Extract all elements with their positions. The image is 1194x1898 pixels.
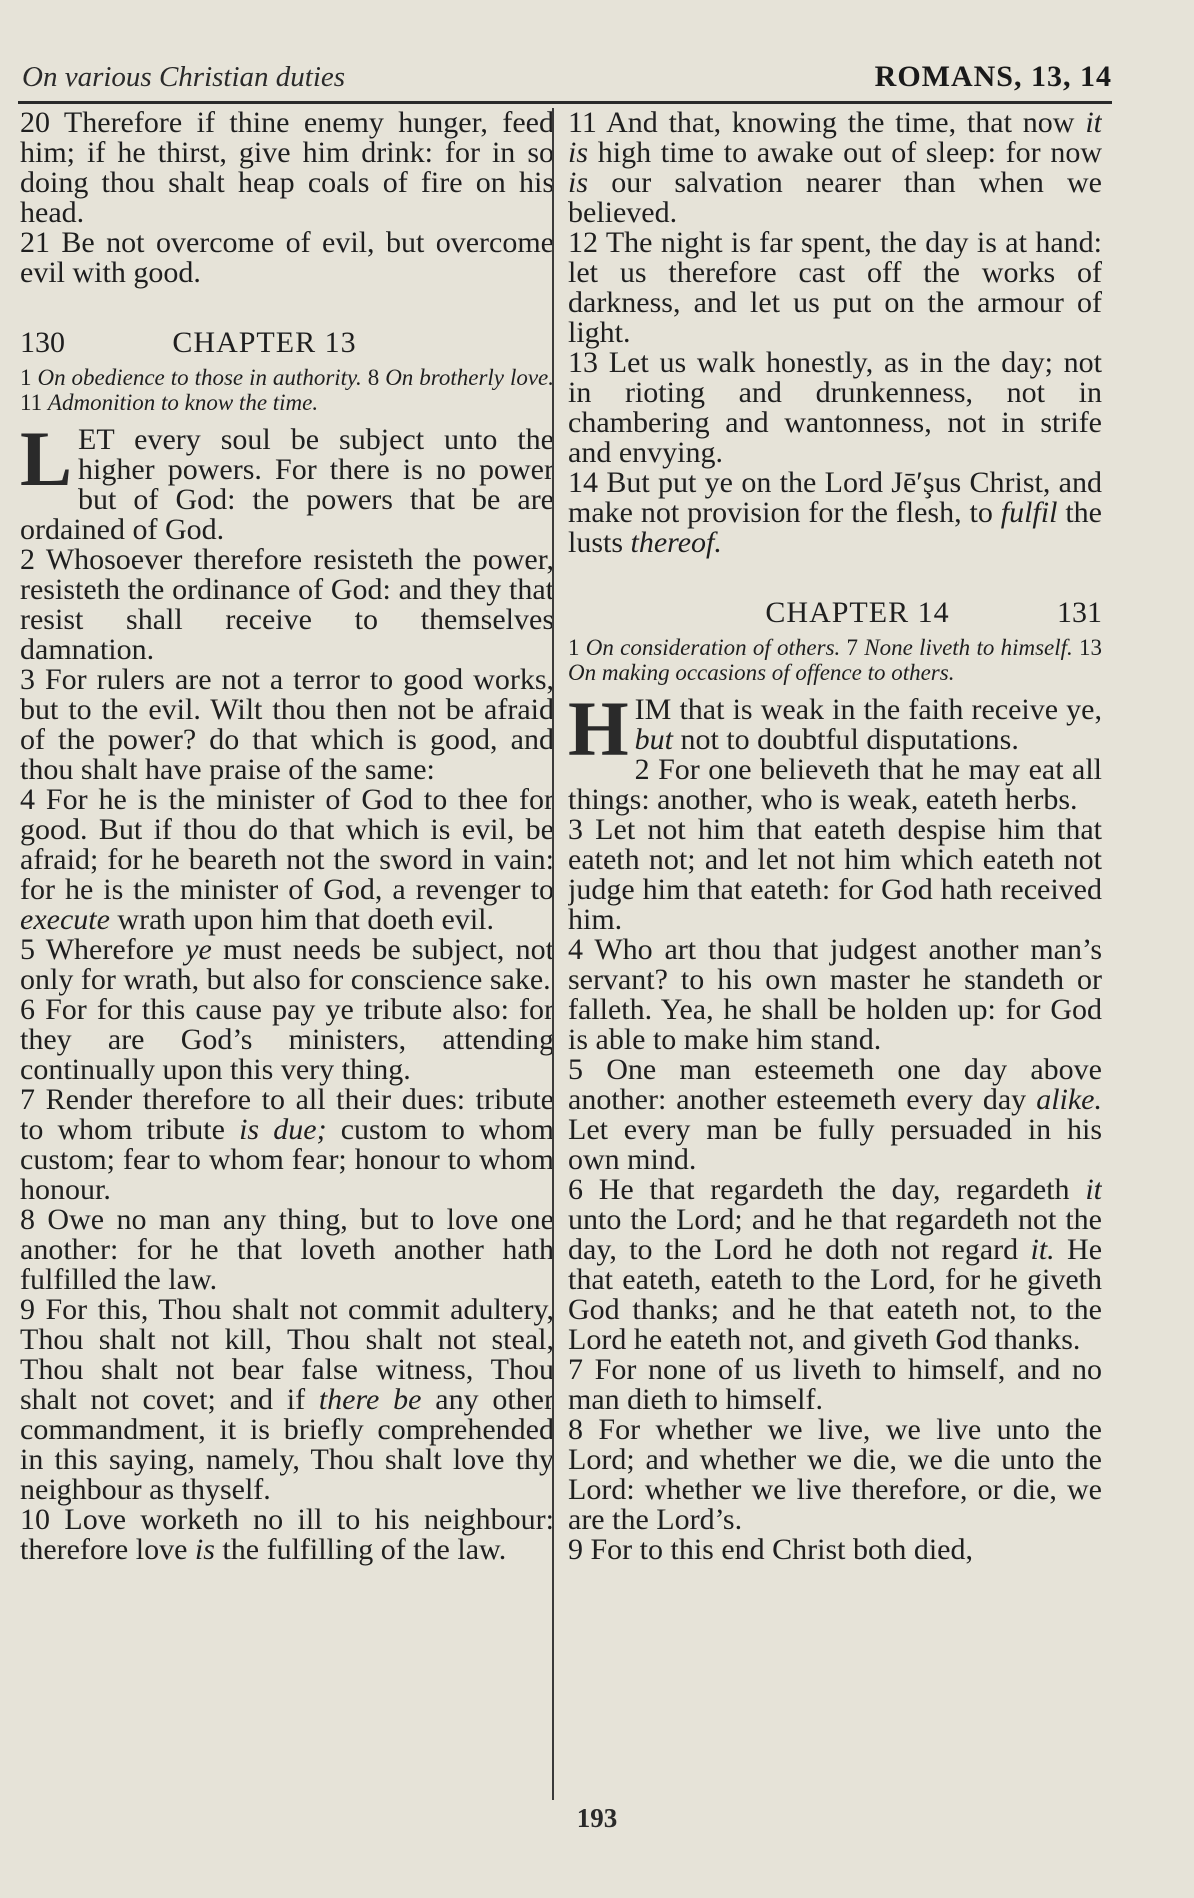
verse-13-11: 11 And that, knowing the time, that now it is high time to awake out of sleep: for now is our salvation nearer than when we believed. [568,108,1102,229]
verse-14-2: 2 For one believeth that he may eat all things: another, who is weak, eateth herbs. [568,753,1102,817]
verse-14-7: 7 For none of us liveth to himself, and no man dieth to himself. [568,1353,1102,1417]
verse-14-3: 3 Let not him that eateth despise him that eateth not; and let not him which eateth not judge him that eateth: for God hath received him. [568,813,1102,937]
verse-13-7: 7 Render therefore to all their dues: tribute to whom tribute is due; custom to whom custom; fear to whom fear; honour to whom honour. [20,1083,554,1207]
verse-13-6: 6 For for this cause pay ye tribute also: for they are God’s ministers, attending continually upon this very thing. [20,993,554,1087]
verse-14-9: 9 For to this end Christ both died, [568,1533,973,1567]
verse-13-3: 3 For rulers are not a terror to good works, but to the evil. Wilt thou then not be afraid of the power? do that which is good, and thou shalt have praise of the same: [20,663,554,787]
chapter-13-label: CHAPTER 13 [172,326,357,359]
verse-13-2: 2 Whosoever therefore resisteth the power, resisteth the ordinance of God: and they that resist shall receive to themselves damnation. [20,543,554,667]
chapter-14-label: CHAPTER 14 [765,596,950,629]
verse-13-12: 12 The night is far spent, the day is at hand: let us therefore cast off the works of darkness, and let us put on the armour of light. [568,226,1102,349]
chapter-13-page-ref: 130 [20,326,65,359]
left-column [20,108,554,1803]
verse-13-1: LET every soul be subject unto the higher powers. For there is no power but of God: the powers that be are ordained of God. [20,415,554,547]
chapter-14-summary: 1 On consideration of others. 7 None liveth to himself. 13 On making occasions of offence to others. [568,635,1102,685]
page-header [22,52,1112,102]
verse-13-4: 4 For he is the minister of God to thee for good. But if thou do that which is evil, be afraid; for he beareth not the sword in vain: for he is the minister of God, a revenger to execute wrath upon him that doeth evil. [20,783,554,937]
verse-14-1: HIM that is weak in the faith receive ye, but not to doubtful disputations. [568,685,1102,773]
header-rule [18,101,1112,104]
verse-14-6: 6 He that regardeth the day, regardeth it unto the Lord; and he that regardeth not the day, to the Lord he doth not regard it. He that eateth, eateth to the Lord, for he giveth God thanks; and he that eateth not, to the Lord he eateth not, and giveth God thanks. [568,1173,1102,1357]
verse-13-8: 8 Owe no man any thing, but to love one another: for he that loveth another hath fulfilled the law. [20,1203,554,1297]
right-column [568,108,1102,1803]
page-number: 193 [576,1803,618,1833]
chapter-13-summary: 1 On obedience to those in authority. 8 On brotherly love. 11 Admonition to know the time. [20,365,554,415]
chapter-14-page-ref: 131 [1057,596,1102,629]
drop-cap-l: L [20,415,73,503]
verse-12-21: 21 Be not overcome of evil, but overcome evil with good. [20,226,554,289]
verse-14-4: 4 Who art thou that judgest another man’s servant? to his own master he standeth or falleth. Yea, he shall be holden up: for God is able to make him stand. [568,933,1102,1057]
verse-13-9: 9 For this, Thou shalt not commit adultery, Thou shalt not kill, Thou shalt not steal, Thou shalt not bear false witness, Thou shalt not covet; and if there be any other commandment, it is briefly comprehended in this saying, namely, Thou shalt love thy neighbour as thyself. [20,1293,554,1507]
book-reference: ROMANS, 13, 14 [874,60,1112,93]
verse-13-13: 13 Let us walk honestly, as in the day; not in rioting and drunkenness, not in chambering and wantonness, not in strife and envying. [568,346,1102,469]
drop-cap-h: H [568,685,629,773]
verse-14-8: 8 For whether we live, we live unto the Lord; and whether we die, we die unto the Lord: whether we live therefore, or die, we are the Lord’s. [568,1413,1102,1537]
chapter-14-heading [568,598,1102,628]
verse-14-5: 5 One man esteemeth one day above another: another esteemeth every day alike. Let every man be fully persuaded in his own mind. [568,1053,1102,1177]
verse-13-10: 10 Love worketh no ill to his neighbour: therefore love is the fulfilling of the law. [20,1503,554,1567]
verse-13-14: 14 But put ye on the Lord Jē′şus Christ, and make not provision for the flesh, to fulfil the lusts thereof. [568,466,1102,559]
chapter-13-heading [20,328,554,358]
column-divider [552,108,554,1800]
verse-13-5: 5 Wherefore ye must needs be subject, not only for wrath, but also for conscience sake. [20,933,554,997]
verse-12-20: 20 Therefore if thine enemy hunger, feed him; if he thirst, give him drink: for in so doing thou shalt heap coals of fire on his head. [20,108,554,229]
running-title: On various Christian duties [22,60,346,93]
